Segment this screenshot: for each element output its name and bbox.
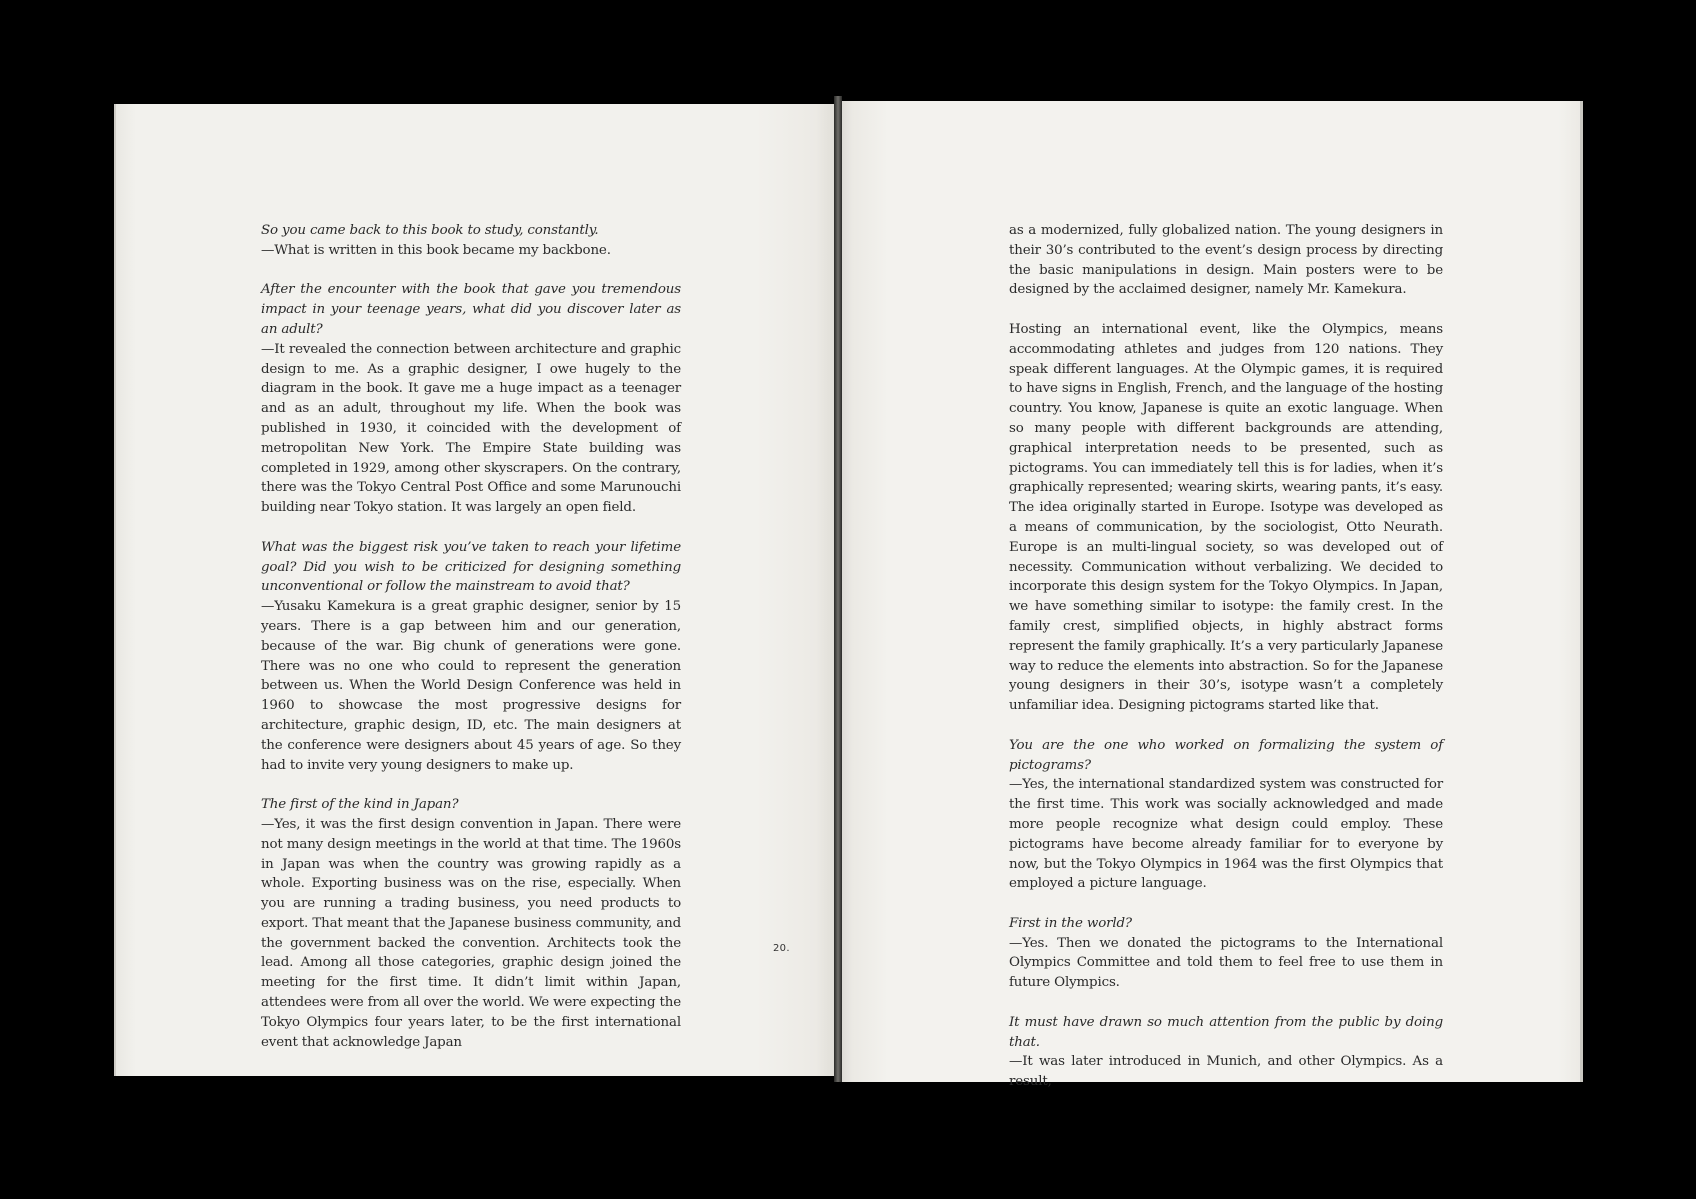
interview-answer: —Yes, the international standardized system was constructed for the first time. This work was socially acknowledged and made more people recognize what design could employ. These pictograms have become already familiar for to everyone by now, but the Tokyo Olympics in 1964 was the first Olympics that employed a picture language. [1009,777,1443,892]
interview-question: The first of the kind in Japan? [261,797,459,813]
right-page-text [1009,221,1443,1092]
interview-answer: Hosting an international event, like the Olympics, means accommodating athletes and judges from 120 nations. They speak different languages. At the Olympic games, it is required to have signs in English, French, and the language of the hosting country. You know, Japanese is quite an exotic language. When so many people with different backgrounds are attending, graphical interpretation needs to be presented, such as pictograms. You can immediately tell this is for ladies, when it’s graphically represented; wearing skirts, wearing pants, it’s easy. The idea originally started in Europe. Isotype was developed as a means of communication, by the sociologist, Otto Neurath. Europe is an multi-lingual society, so was developed out of necessity. Communication without verbalizing. We decided to incorporate this design system for the Tokyo Olympics. In Japan, we have something similar to isotype: the family crest. In the family crest, simplified objects, in highly abstract forms represent the family graphically. It’s a very particularly Japanese way to reduce the elements into abstraction. So for the Japanese young designers in their 30’s, isotype wasn’t a completely unfamiliar idea. Designing pictograms started like that. [1009,321,1443,714]
interview-question: First in the world? [1009,915,1132,931]
page-number: 20. [773,943,790,954]
interview-answer: —It was later introduced in Munich, and other Olympics. As a result, [1009,1054,1443,1090]
interview-question: You are the one who worked on formalizing the system of pictograms? [1009,737,1443,773]
interview-question: After the encounter with the book that gave you tremendous impact in your teenage years, what did you discover later as an adult? [261,282,681,337]
interview-answer: as a modernized, fully globalized nation. The young designers in their 30’s contributed to the event’s design process by directing the basic manipulations in design. Main posters were to be designed by the acclaimed designer, namely Mr. Kamekura. [1009,223,1443,298]
interview-answer: —What is written in this book became my backbone. [261,242,611,258]
interview-question: What was the biggest risk you’ve taken to reach your lifetime goal? Did you wish to be criticized for designing something unconventional or follow the mainstream to avoid that? [261,539,681,595]
interview-question: It must have drawn so much attention from the public by doing that. [1009,1014,1443,1050]
interview-answer: —Yusaku Kamekura is a great graphic designer, senior by 15 years. There is a gap between him and our generation, because of the war. Big chunk of generations were gone. There was no one who could to represent the generation between us. When the World Design Conference was held in 1960 to showcase the most progressive designs for architecture, graphic design, ID, etc. The main designers at the conference were designers about 45 years of age. So they had to invite very young designers to make up. [261,599,681,773]
left-page-text [261,221,681,1052]
book-gutter [834,96,842,1082]
interview-answer: —Yes, it was the first design convention in Japan. There were not many design meetings in the world at that time. The 1960s in Japan was when the country was growing rapidly as a whole. Exporting business was on the rise, especially. When you are running a trading business, you need products to export. That meant that the Japanese business community, and the government backed the convention. Architects took the lead. Among all those categories, graphic design joined the meeting for the first time. It didn’t limit within Japan, attendees were from all over the world. We were expecting the Tokyo Olympics four years later, to be the first international event that acknowledge Japan [261,816,681,1050]
interview-question: So you came back to this book to study, constantly. [261,223,599,238]
interview-answer: —It revealed the connection between architecture and graphic design to me. As a graphic designer, I owe hugely to the diagram in the book. It gave me a huge impact as a teenager and as an adult, throughout my life. When the book was published in 1930, it coincided with the development of metropolitan New York. The Empire State building was completed in 1929, among other skyscrapers. On the contrary, there was the Tokyo Central Post Office and some Marunouchi building near Tokyo station. It was largely an open field. [261,341,681,516]
interview-answer: —Yes. Then we donated the pictograms to the International Olympics Committee and told them to feel free to use them in future Olympics. [1009,935,1443,991]
